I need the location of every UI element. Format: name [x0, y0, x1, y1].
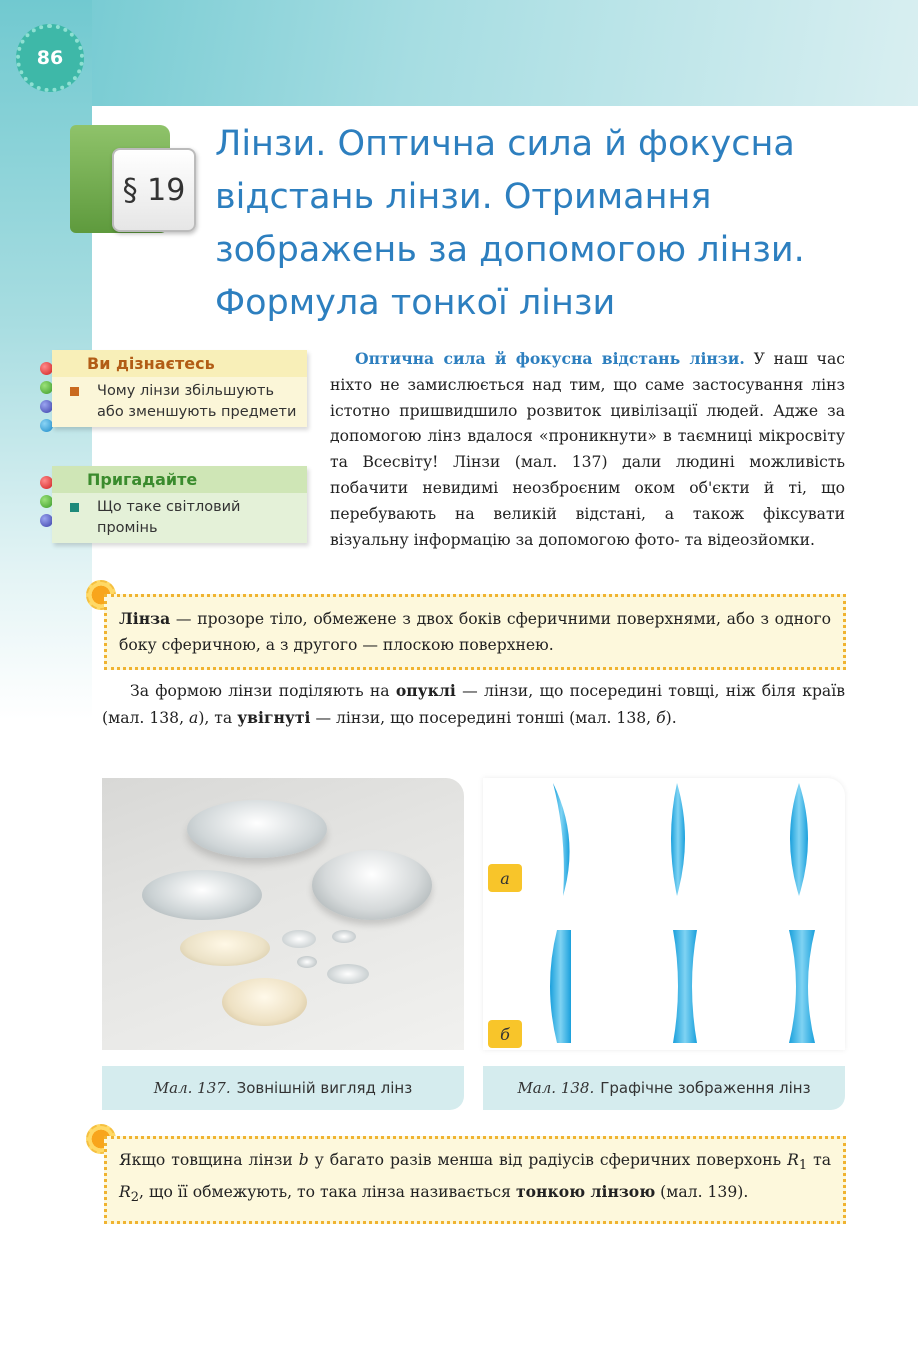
plano-concave-lens — [550, 930, 571, 1043]
plano-convex-lens — [553, 783, 570, 896]
recall-item-text: Що таке світловий промінь — [97, 499, 241, 536]
section-title: Лінзи. Оптична сила й фокусна відстань лінзи. Отримання зображень за допомогою лінзи. Формула тонкої лінзи — [215, 124, 805, 323]
intro-paragraph — [330, 346, 845, 553]
learn-box — [52, 350, 307, 427]
bullet-icon — [70, 503, 79, 512]
recall-box — [52, 466, 307, 543]
learn-item-text: Чому лінзи збільшують або зменшують предмети — [97, 383, 297, 420]
intro-lead: Оптична сила й фокусна відстань лінзи. — [355, 349, 745, 368]
lens-diagram — [483, 778, 845, 1050]
section-badge: § 19 — [112, 148, 196, 232]
learn-box-heading: Ви дізнаєтесь — [52, 350, 307, 377]
page-number: 86 — [36, 47, 64, 69]
page-number-badge — [16, 24, 84, 92]
definition-box-thin-lens: Якщо товщина лінзи b у багато разів менша від радіусів сферичних поверхонь $R_1$ та $R_2$, що її обмежують, то така лінза називається тонкою лінзою (мал. 139). — [104, 1136, 846, 1224]
recall-box-heading: Пригадайте — [52, 466, 307, 493]
biconcave-lens — [673, 930, 697, 1043]
concave-meniscus-lens — [789, 930, 815, 1043]
biconvex-lens — [671, 783, 685, 896]
figure-138-caption: Мал. 138. Графічне зображення лінз — [483, 1066, 845, 1110]
figure-tag-b: б — [488, 1020, 522, 1048]
lens-shapes-svg — [483, 778, 845, 1050]
header-background — [0, 0, 918, 110]
bullet-icon — [70, 387, 79, 396]
intro-text: У наш час ніхто не замислюється над тим, що саме застосування лінз істотно пришвидшило розвиток цивілізації людей. Адже за допомогою лінз вдалося «проникнути» в таємниці мікросвіту та Всесвіту! Лінзи (мал. 137) дали людині можливість побачити невидимі неозброєним оком об'єкти й ті, що перебувають на великій відстані, а також фіксувати візуальну інформацію за допомогою фото- та відеозйомки. — [330, 350, 846, 549]
figure-137-caption: Мал. 137. Зовнішній вигляд лінз — [102, 1066, 464, 1110]
lens-types-paragraph: За формою лінзи поділяють на опуклі — лінзи, що посередині товщі, ніж біля країв (мал. 138, а), та увігнуті — лінзи, що посередині тонші (мал. 138, б). — [102, 681, 845, 727]
lenses-photo — [102, 778, 464, 1050]
figure-tag-a: а — [488, 864, 522, 892]
definition-box-lens — [104, 594, 846, 670]
recall-item — [52, 493, 307, 543]
learn-item — [52, 377, 307, 427]
definition-term: Лінза — [119, 609, 171, 628]
definition-text: — прозоре тіло, обмежене з двох боків сферичними поверхнями, або з одного боку сферичною, а з другого — плоскою поверхнею. — [119, 610, 831, 654]
convex-meniscus-lens — [790, 783, 808, 896]
